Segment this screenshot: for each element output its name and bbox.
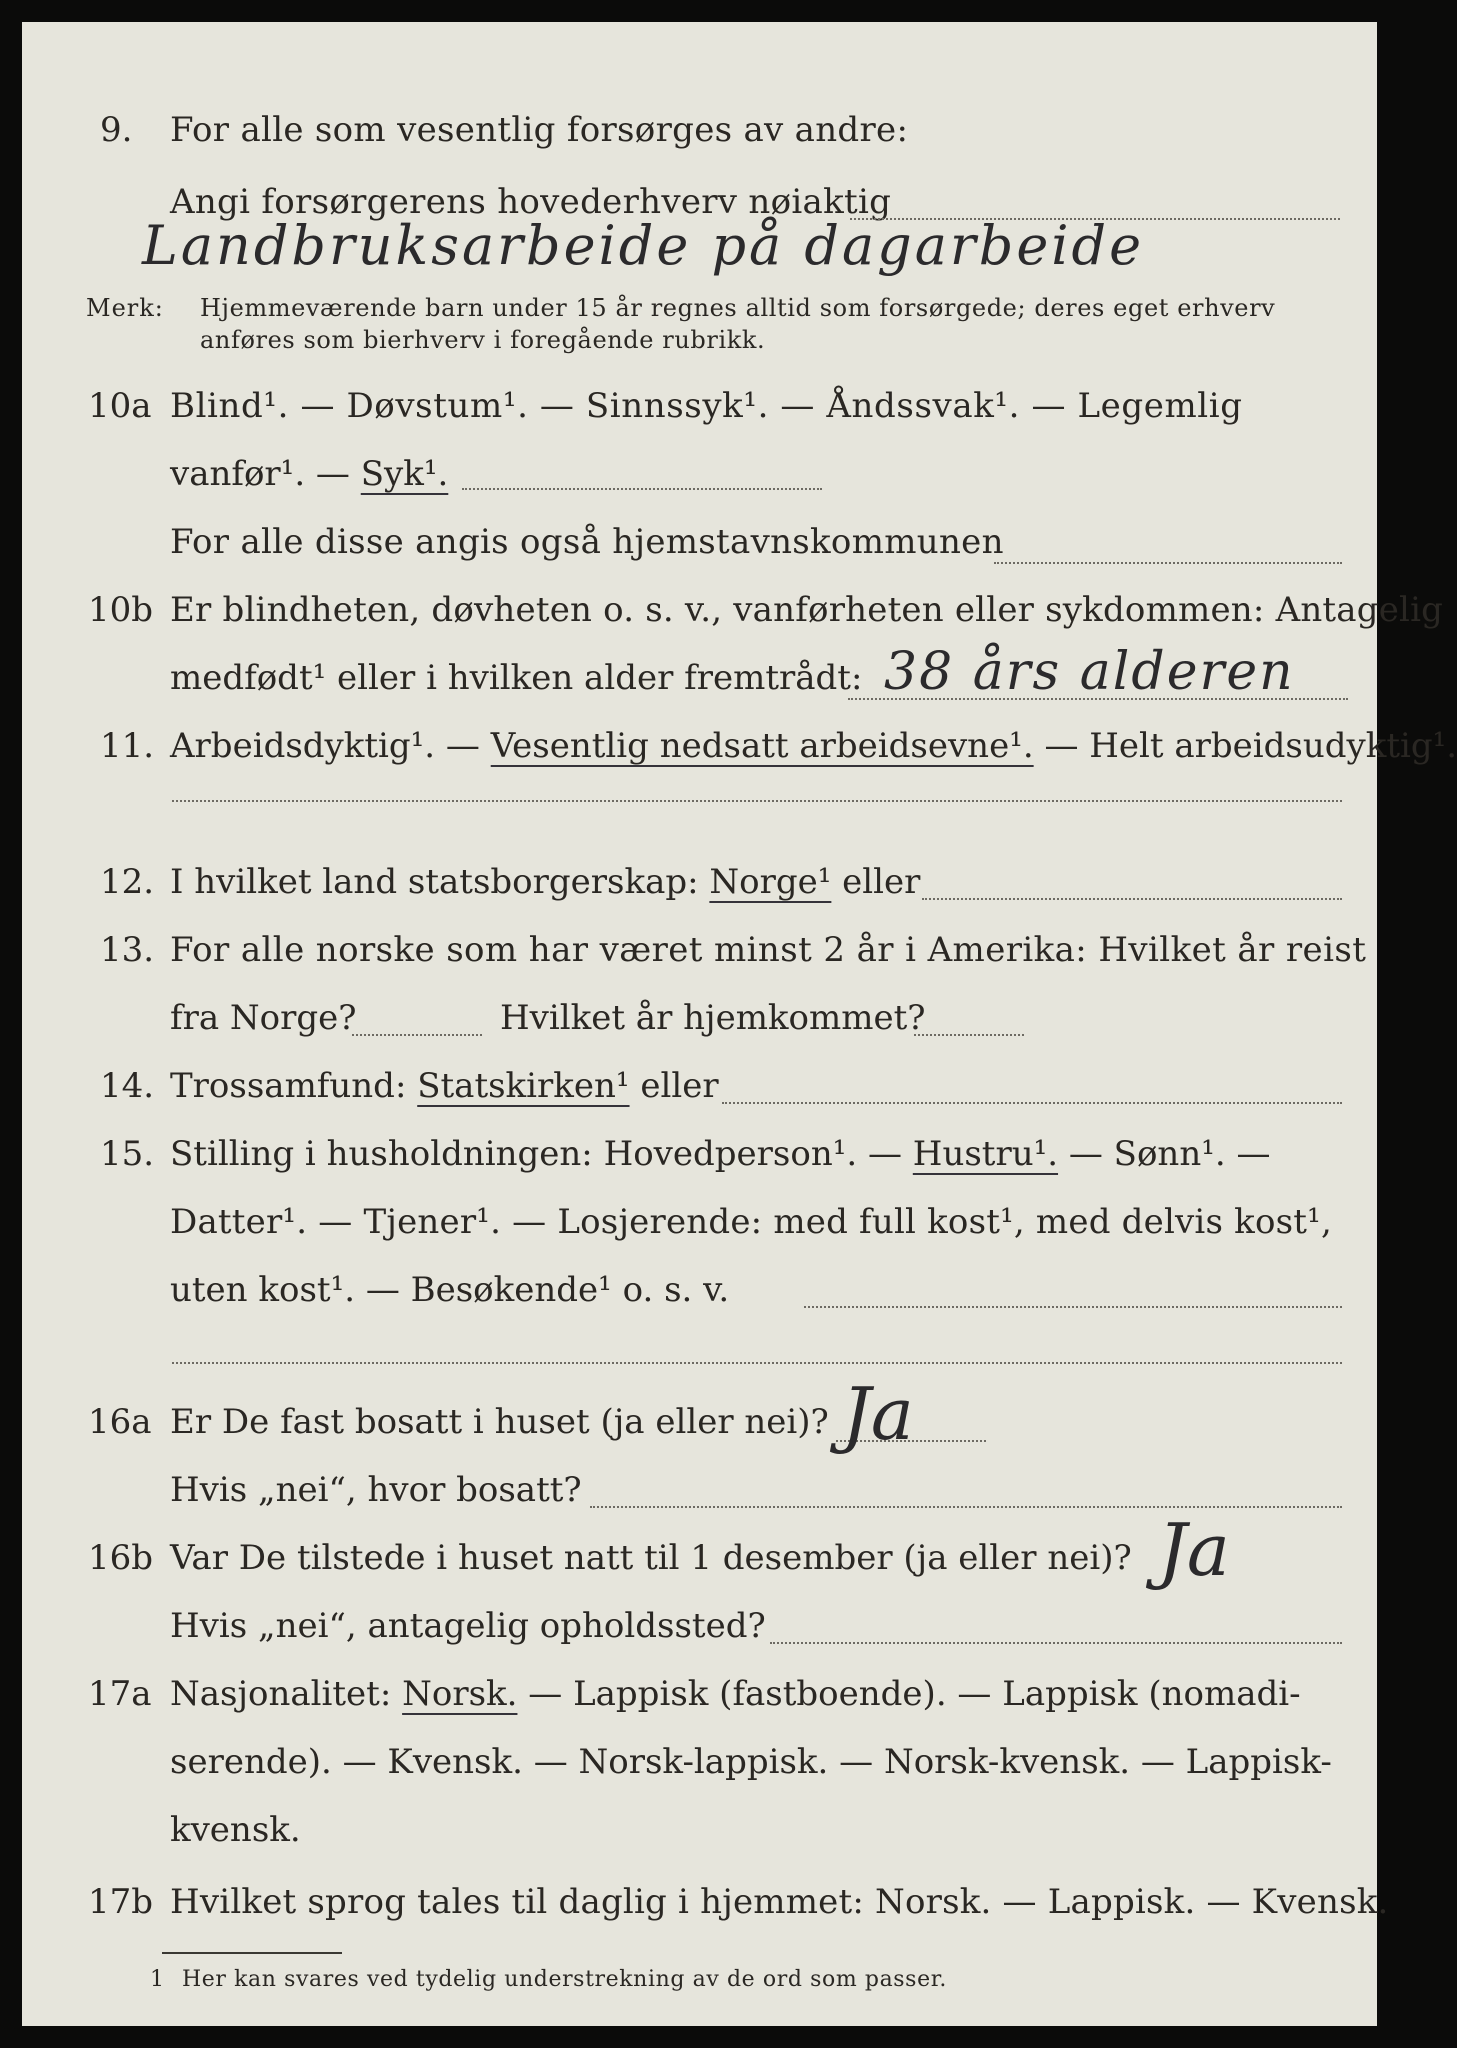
q16b-handwritten-answer: Ja — [1158, 1508, 1230, 1592]
footnote-mark: 1 — [150, 1967, 164, 1992]
q10b-line2: medfødt¹ eller i hvilken alder fremtrådt: — [170, 658, 863, 698]
q13-hjemkommet-dotted-line — [914, 1034, 1024, 1036]
q14-dotted-line — [722, 1102, 1342, 1104]
q17a-line2: serende). — Kvensk. — Norsk-lappisk. — Norsk-kvensk. — Lappisk- — [170, 1742, 1332, 1782]
q14-line — [170, 1066, 719, 1106]
q15-dotted-line — [804, 1306, 1342, 1308]
q10a-line2 — [170, 454, 448, 494]
q16b-line1: Var De tilstede i huset natt til 1 desember (ja eller nei)? — [170, 1538, 1132, 1578]
merk-line2: anføres som bierhverv i foregående rubrikk. — [200, 326, 766, 354]
q10a-syk-underlined: Syk¹. — [360, 454, 449, 494]
q10b-handwritten-answer: 38 års alderen — [884, 642, 1295, 702]
q10b-line1: Er blindheten, døvheten o. s. v., vanførheten eller sykdommen: Antagelig — [170, 590, 1444, 630]
q11-udyktig: — Helt arbeidsudyktig¹. — [1033, 726, 1457, 766]
q15-line2: Datter¹. — Tjener¹. — Losjerende: med full kost¹, med delvis kost¹, — [170, 1202, 1332, 1242]
q10a-dotted-line — [462, 488, 822, 490]
q15-line3: uten kost¹. — Besøkende¹ o. s. v. — [170, 1270, 730, 1310]
q17a-line1-rest: — Lappisk (fastboende). — Lappisk (nomadi- — [517, 1674, 1301, 1714]
q17b-line1: Hvilket sprog tales til daglig i hjemmet: Norsk. — Lappisk. — Kvensk. — [170, 1882, 1389, 1922]
q15-line1 — [170, 1134, 1270, 1174]
merk-label: Merk: — [86, 294, 164, 322]
q14-statskirken-underlined: Statskirken¹ — [417, 1066, 630, 1106]
q16a-line1: Er De fast bosatt i huset (ja eller nei)? — [170, 1402, 829, 1442]
q12-line — [170, 862, 920, 902]
q15-number: 15. — [100, 1134, 155, 1174]
q11-line — [170, 726, 1457, 766]
q16a-handwritten-answer: Ja — [842, 1372, 914, 1456]
q15-hustru-underlined: Hustru¹. — [912, 1134, 1059, 1174]
q17a-line1 — [170, 1674, 1301, 1714]
footnote-rule — [162, 1952, 342, 1954]
q10b-number: 10b — [88, 590, 154, 630]
q13-reist-dotted-line — [352, 1034, 482, 1036]
q10a-hjemstavn-dotted-line — [994, 562, 1342, 564]
q13-line2b: Hvilket år hjemkommet? — [500, 998, 926, 1038]
q16b-dotted-line — [770, 1642, 1342, 1644]
census-form-page — [22, 22, 1457, 2026]
q13-line2a: fra Norge? — [170, 998, 357, 1038]
q12-number: 12. — [100, 862, 155, 902]
q9-line1: For alle som vesentlig forsørges av andre: — [170, 110, 909, 150]
q14-eller: eller — [629, 1066, 719, 1106]
q10a-line2-text: vanfør¹. — — [170, 454, 361, 494]
q12-norge-underlined: Norge¹ — [709, 862, 832, 902]
q10a-number: 10a — [88, 386, 152, 426]
q11-arbeidsdyktig: Arbeidsdyktig¹. — — [170, 726, 491, 766]
q11-dotted-line — [172, 800, 1342, 802]
q16b-line2: Hvis „nei“, antagelig opholdssted? — [170, 1606, 766, 1646]
q12-dotted-line — [922, 898, 1342, 900]
q17a-label: Nasjonalitet: — [170, 1674, 403, 1714]
q16a-line2: Hvis „nei“, hvor bosatt? — [170, 1470, 582, 1510]
q17b-number: 17b — [88, 1882, 154, 1922]
q12-text: I hvilket land statsborgerskap: — [170, 862, 710, 902]
q15-line1-end: — Sønn¹. — — [1058, 1134, 1271, 1174]
q17a-line3: kvensk. — [170, 1810, 301, 1850]
q16b-number: 16b — [88, 1538, 154, 1578]
q17a-number: 17a — [88, 1674, 152, 1714]
q16a-number: 16a — [88, 1402, 152, 1442]
q10a-line1: Blind¹. — Døvstum¹. — Sinnssyk¹. — Åndssvak¹. — Legemlig — [170, 386, 1243, 426]
q15-extra-dotted-line — [172, 1362, 1342, 1364]
q13-line1: For alle norske som har været minst 2 år i Amerika: Hvilket år reist — [170, 930, 1367, 970]
q13-number: 13. — [100, 930, 155, 970]
q14-number: 14. — [100, 1066, 155, 1106]
q9-handwritten-answer: Landbruksarbeide på dagarbeide — [142, 214, 1145, 277]
q10a-line3: For alle disse angis også hjemstavnskommunen — [170, 522, 1004, 562]
q9-line2: Angi forsørgerens hovederhverv nøiaktig — [170, 182, 892, 222]
merk-line1: Hjemmeværende barn under 15 år regnes alltid som forsørgede; deres eget erhverv — [200, 294, 1276, 322]
q11-nedsatt-underlined: Vesentlig nedsatt arbeidsevne¹. — [490, 726, 1034, 766]
q14-text: Trossamfund: — [170, 1066, 418, 1106]
q11-number: 11. — [100, 726, 155, 766]
q15-line1-text: Stilling i husholdningen: Hovedperson¹. — — [170, 1134, 913, 1174]
q17a-norsk-underlined: Norsk. — [402, 1674, 518, 1714]
footnote-text: Her kan svares ved tydelig understrekning av de ord som passer. — [182, 1967, 947, 1992]
q9-number: 9. — [100, 110, 133, 150]
q12-eller: eller — [831, 862, 921, 902]
